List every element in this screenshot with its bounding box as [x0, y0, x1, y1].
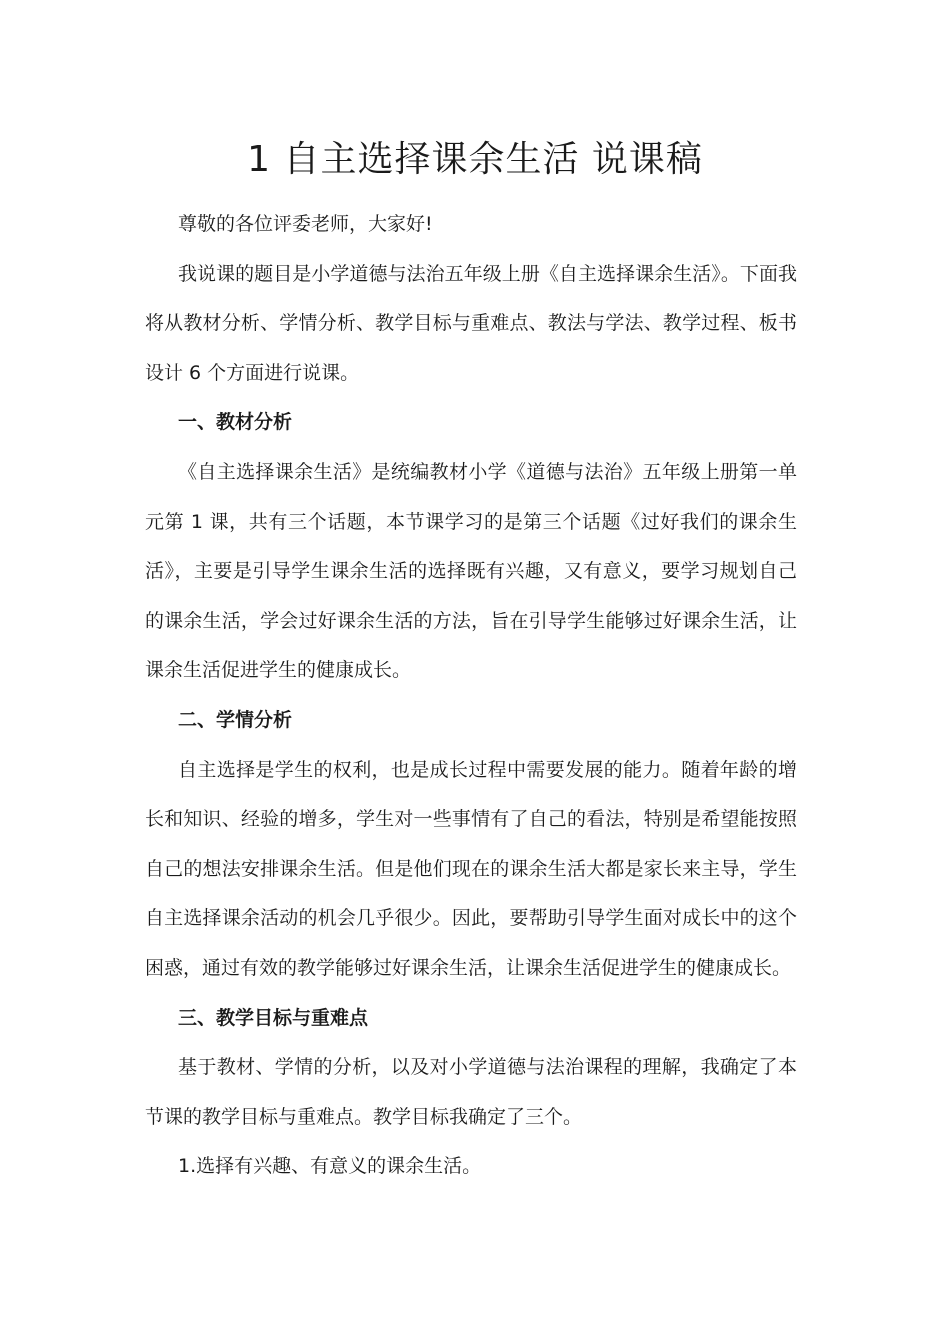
textbook-analysis-paragraph: 《自主选择课余生活》是统编教材小学《道德与法治》五年级上册第一单元第 1 课，共有三个话题，本节课学习的是第三个话题《过好我们的课余生活》，主要是引导学生课余生活的选择既有兴趣，又有意义，要学习规划自己的课余生活，学会过好课余生活的方法，旨在引导学生能够过好课余生活，让课余生活促进学生的健康成长。: [145, 460, 797, 682]
student-analysis-paragraph: 自主选择是学生的权利，也是成长过程中需要发展的能力。随着年龄的增长和知识、经验的增多，学生对一些事情有了自己的看法，特别是希望能按照自己的想法安排课余生活。但是他们现在的课余生活大都是家长来主导，学生自主选择课余活动的机会几乎很少。因此，要帮助引导学生面对成长中的这个困惑，通过有效的教学能够过好课余生活，让课余生活促进学生的健康成长。: [145, 758, 797, 979]
teaching-goals-paragraph: 基于教材、学情的分析，以及对小学道德与法治课程的理解，我确定了本节课的教学目标与重难点。教学目标我确定了三个。: [145, 1056, 797, 1128]
greeting-paragraph: 尊敬的各位评委老师，大家好!: [178, 213, 433, 235]
section-heading-student-analysis: 二、学情分析: [178, 708, 293, 731]
goal-item-1: 1.选择有兴趣、有意义的课余生活。: [178, 1155, 482, 1178]
intro-paragraph: 我说课的题目是小学道德与法治五年级上册《自主选择课余生活》。下面我将从教材分析、学情分析、教学目标与重难点、教法与学法、教学过程、板书设计 6 个方面进行说课。: [145, 262, 797, 384]
section-heading-textbook-analysis: 一、教材分析: [178, 411, 293, 434]
section-heading-teaching-goals: 三、教学目标与重难点: [178, 1006, 369, 1029]
document-body: [145, 200, 797, 1192]
document-title: 1 自主选择课余生活 说课稿: [247, 139, 703, 180]
